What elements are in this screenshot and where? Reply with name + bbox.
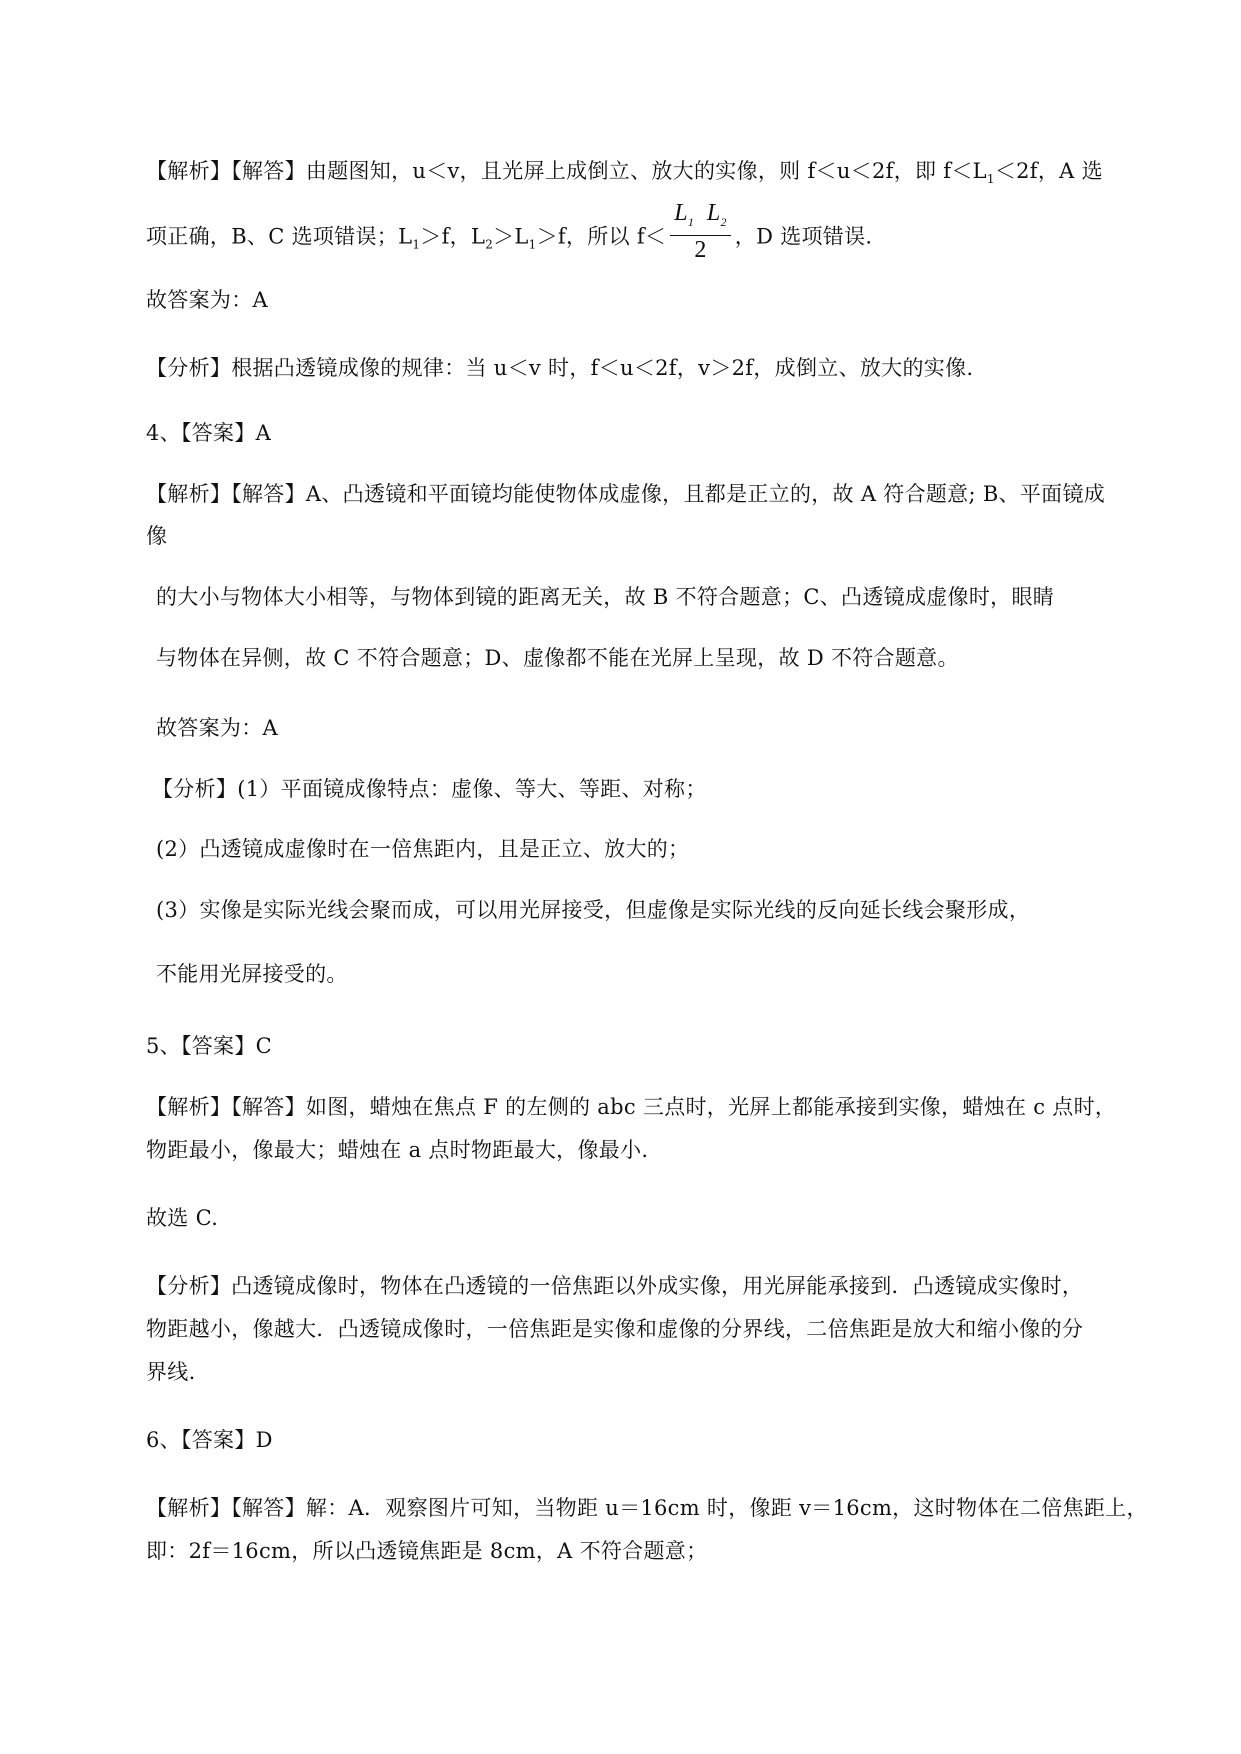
q4-answer: 故答案为：A [156, 716, 278, 740]
q3-jiexi-line-2: 项正确，B、C 选项错误；$L_1>f$，$L_2>L_1>f$，所以 f＜ $\frac{L_1 L_2}{2}$ ，D 选项错误. [146, 200, 873, 263]
q6-header: 6、【答案】D [146, 1428, 273, 1452]
q4-fenxi-line-1: 【分析】(1）平面镜成像特点：虚像、等大、等距、对称； [152, 777, 707, 801]
q5-answer: 故选 C. [146, 1206, 219, 1230]
q5-header: 5、【答案】C [146, 1034, 273, 1058]
q4-jiexi-line-3: 的大小与物体大小相等，与物体到镜的距离无关，故 B 不符合题意；C、凸透镜成虚像时，眼睛 [156, 585, 1055, 609]
fraction-l1-l2-over-2: $\frac{L_1 L_2}{2}$ [670, 200, 731, 264]
q5-jiexi-line-1: 【解析】【解答】如图，蜡烛在焦点 F 的左侧的 abc 三点时，光屏上都能承接到实像，蜡烛在 c 点时， [146, 1095, 1117, 1119]
q3-jiexi-line-1: 【解析】【解答】由题图知，u＜v，且光屏上成倒立、放大的实像，则 f＜u＜2f，即 $f<L_1<2f$，A 选 [146, 159, 1103, 187]
q4-jiexi-line-1: 【解析】【解答】A、凸透镜和平面镜均能使物体成虚像，且都是正立的，故 A 符合题意; B、平面镜成 [146, 482, 1106, 506]
q4-fenxi-line-2: (2）凸透镜成虚像时在一倍焦距内，且是正立、放大的； [156, 837, 690, 861]
q5-fenxi-line-1: 【分析】凸透镜成像时，物体在凸透镜的一倍焦距以外成实像，用光屏能承接到．凸透镜成实像时， [146, 1274, 1084, 1298]
q6-jiexi-line-2: 即：2f＝16cm，所以凸透镜焦距是 8cm，A 不符合题意； [146, 1539, 708, 1563]
q5-fenxi-line-2: 物距越小，像越大．凸透镜成像时，一倍焦距是实像和虚像的分界线，二倍焦距是放大和缩小像的分 [146, 1317, 1084, 1341]
q3-answer: 故答案为：A [146, 288, 268, 312]
q4-fenxi-line-3: (3）实像是实际光线会聚而成，可以用光屏接受，但虚像是实际光线的反向延长线会聚形成， [156, 898, 1031, 922]
q4-fenxi-line-4: 不能用光屏接受的。 [156, 962, 348, 986]
q6-jiexi-line-1: 【解析】【解答】解：A．观察图片可知，当物距 u＝16cm 时，像距 v＝16cm，这时物体在二倍焦距上， [146, 1496, 1148, 1520]
q4-header: 4、【答案】A [146, 421, 272, 445]
q3-fenxi: 【分析】根据凸透镜成像的规律：当 u＜v 时，f＜u＜2f，v＞2f，成倒立、放大的实像. [146, 356, 974, 380]
q4-jiexi-line-4: 与物体在异侧，故 C 不符合题意；D、虚像都不能在光屏上呈现，故 D 不符合题意。 [156, 646, 959, 670]
q5-fenxi-line-3: 界线. [146, 1360, 196, 1384]
q4-jiexi-line-2: 像 [146, 524, 168, 548]
q5-jiexi-line-2: 物距最小，像最大；蜡烛在 a 点时物距最大，像最小. [146, 1138, 649, 1162]
